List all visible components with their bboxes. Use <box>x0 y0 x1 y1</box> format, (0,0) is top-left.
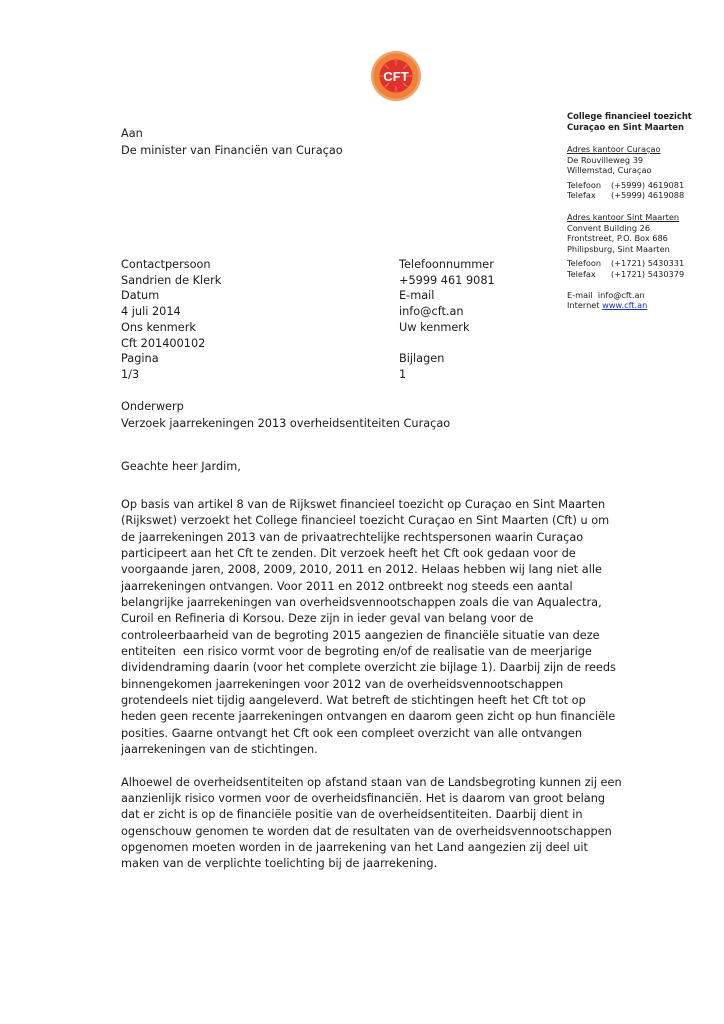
body-line: dividendraming daarin (voor het complete overzicht zie bijlage 1). Daarbij zijn de reeds <box>121 661 616 675</box>
meta-left-column <box>121 257 221 383</box>
sender-internet-row <box>567 300 724 311</box>
your-reference-label: Uw kenmerk <box>399 320 470 334</box>
fax-label: Telefax <box>567 268 596 279</box>
office-sint-maarten-phone <box>567 258 724 269</box>
meta-right-column <box>399 257 495 383</box>
body-line: binnengekomen jaarrekeningen voor 2012 van de overheidsvennootschappen <box>121 677 564 691</box>
phone-value: (+1721) 5430331 <box>611 258 685 269</box>
phone-number-value: +5999 461 9081 <box>399 273 495 287</box>
our-reference-value: Cft 201400102 <box>121 336 206 350</box>
body-line: aanzienlijk risico vormen voor de overheidsfinanciën. Het is daarom van groot belang <box>121 791 606 805</box>
body-line: opgenomen moeten worden in de jaarrekening van het Land aangezien zij deel uit <box>121 840 588 854</box>
body-line: entiteiten een risico vormt voor de begroting en/of de realisatie van de meerjarige <box>121 645 592 659</box>
body-line: voorgaande jaren, 2008, 2009, 2010, 2011 en 2012. Helaas hebben wij lang niet alle <box>121 563 602 577</box>
fax-value: (+5999) 4619088 <box>611 190 685 201</box>
office-sint-maarten-fax <box>567 269 724 280</box>
phone-label: Telefoon <box>567 179 602 190</box>
body-line: controleerbaarheid van de begroting 2015 aangezien de financiële situatie van deze <box>121 628 600 642</box>
fax-label: Telefax <box>567 190 596 201</box>
body-line: Alhoewel de overheidsentiteiten op afstand staan van de Landsbegroting kunnen zij een <box>121 775 622 789</box>
body-line: jaarrekeningen ontvangen. Voor 2011 en 2012 ontbreekt nog steeds een aantal <box>121 579 573 593</box>
page-value: 1/3 <box>121 367 140 381</box>
your-reference-value <box>399 336 495 352</box>
body-line: (Rijkswet) verzoekt het College financieel toezicht Curaçao en Sint Maarten (Cft) u om <box>121 514 610 528</box>
attachments-label: Bijlagen <box>399 352 445 366</box>
body-line: Curoil en Refineria di Korsou. Deze zijn in ieder geval van belang voor de <box>121 612 534 626</box>
body-line: ogenschouw genomen te worden dat de resultaten van de overheidsvennootschappen <box>121 824 612 838</box>
email-value: info@cft.an <box>399 305 464 319</box>
addressee-name: De minister van Financiën van Curaçao <box>121 143 343 157</box>
fax-value: (+1721) 5430379 <box>611 268 685 279</box>
body-line: grotendeels niet tijdig aangeleverd. Wat betreft de stichtingen heeft het Cft tot op <box>121 694 586 708</box>
body-paragraph <box>121 775 622 873</box>
office-curacao-phone <box>567 180 724 191</box>
sender-email-row <box>567 290 724 301</box>
office-sint-maarten-address-line: Convent Building 26 <box>567 222 651 233</box>
body-paragraph <box>121 497 616 759</box>
phone-number-label: Telefoonnummer <box>399 258 494 271</box>
subject-value: Verzoek jaarrekeningen 2013 overheidsentiteiten Curaçao <box>121 416 451 430</box>
addressee-block <box>121 126 343 159</box>
body-line: posities. Gaarne ontvangt het Cft ook een compleet overzicht van alle ontvangen <box>121 726 582 740</box>
date-label: Datum <box>121 289 160 303</box>
body-line: de jaarrekeningen 2013 van de privaatrechtelijke rechtspersonen waarin Curaçao <box>121 530 584 544</box>
salutation: Geachte heer Jardim, <box>121 460 241 473</box>
phone-value: (+5999) 4619081 <box>611 179 685 190</box>
contact-person-value: Sandrien de Klerk <box>121 273 222 287</box>
sender-org-name: College financieel toezicht <box>567 111 692 121</box>
office-curacao-address-line: De Rouvilleweg 39 <box>567 154 644 165</box>
office-sint-maarten-address-line: Frontstreet, P.O. Box 686 <box>567 233 668 244</box>
body-line: belangrijke jaarrekeningen van overheidsvennootschappen zoals die van Aqualectra, <box>121 596 602 610</box>
body-line: participeert aan het Cft te zenden. Dit verzoek heeft het Cft ook gedaan voor de <box>121 547 576 561</box>
body-line: Op basis van artikel 8 van de Rijkswet financieel toezicht op Curaçao en Sint Maarten <box>121 498 606 511</box>
phone-label: Telefoon <box>567 258 602 269</box>
svg-text:CFT: CFT <box>383 69 409 84</box>
office-curacao-fax <box>567 190 724 201</box>
body-line: dat er zicht is op de financiële positie van de overheidsentiteiten. Daarbij dient in <box>121 808 583 822</box>
date-value: 4 juli 2014 <box>121 305 181 319</box>
our-reference-label: Ons kenmerk <box>121 320 196 334</box>
office-sint-maarten-address-line: Philipsburg, Sint Maarten <box>567 243 670 254</box>
email-label: E-mail <box>567 289 593 300</box>
subject-label: Onderwerp <box>121 400 184 413</box>
body-line: heden geen recente jaarrekeningen ontvangen en daarom geen zicht op hun financiële <box>121 710 616 724</box>
office-curacao-title: Adres kantoor Curaçao <box>567 144 661 154</box>
office-curacao-address-line: Willemstad, Curaçao <box>567 165 652 176</box>
body-line: maken van de verplichte toelichting bij de jaarrekening. <box>121 857 438 871</box>
body-line: jaarrekeningen van de stichtingen. <box>121 743 318 757</box>
letter-body <box>121 497 622 889</box>
sender-org-name-line2: Curaçao en Sint Maarten <box>567 122 684 132</box>
attachments-value: 1 <box>399 367 407 381</box>
internet-label: Internet <box>567 300 600 311</box>
email-label: E-mail <box>399 289 435 303</box>
website-link[interactable]: www.cft.an <box>602 300 648 311</box>
sender-block <box>567 111 724 311</box>
cft-logo-icon <box>370 50 422 102</box>
email-value: info@cft.an <box>597 289 645 300</box>
addressee-label: Aan <box>121 127 143 140</box>
subject-block <box>121 399 450 432</box>
page-label: Pagina <box>121 352 159 366</box>
contact-person-label: Contactpersoon <box>121 258 211 271</box>
office-sint-maarten-title: Adres kantoor Sint Maarten <box>567 211 680 222</box>
